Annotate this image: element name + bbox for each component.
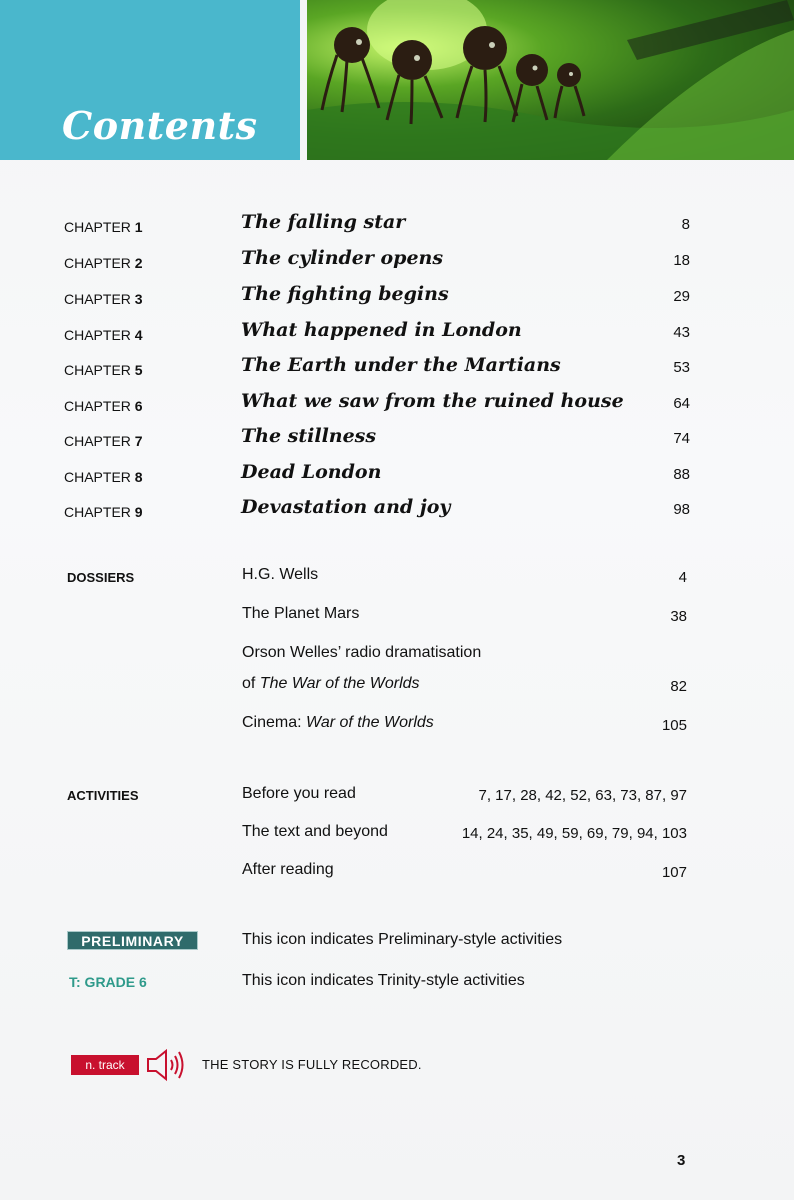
- chapter-label: CHAPTER 1: [64, 219, 143, 235]
- chapter-row[interactable]: [0, 319, 794, 349]
- preliminary-badge: PRELIMINARY: [67, 931, 198, 950]
- dossier-page: 82: [670, 678, 687, 695]
- activity-entry[interactable]: After reading: [242, 861, 334, 878]
- dossier-entry[interactable]: H.G. Wells: [242, 566, 319, 583]
- work-title: War of the Worlds: [306, 714, 434, 731]
- chapter-page: 64: [673, 395, 690, 412]
- chapter-title: The cylinder opens: [241, 247, 444, 269]
- chapter-title: Devastation and joy: [241, 496, 451, 518]
- chapter-title: The stillness: [241, 425, 377, 447]
- chapter-row[interactable]: [0, 496, 794, 526]
- speaker-icon: [145, 1047, 187, 1083]
- dossier-page: 4: [678, 569, 687, 586]
- chapter-title: Dead London: [241, 461, 382, 483]
- dossier-entry-line2[interactable]: of The War of the Worlds: [242, 675, 420, 692]
- chapter-row[interactable]: [0, 283, 794, 313]
- chapter-row[interactable]: [0, 425, 794, 455]
- activity-pages: 14, 24, 35, 49, 59, 69, 79, 94, 103: [461, 825, 687, 842]
- chapter-row[interactable]: [0, 461, 794, 491]
- chapter-page: 18: [673, 252, 690, 269]
- chapter-label: CHAPTER 5: [64, 362, 143, 378]
- chapter-page: 8: [681, 216, 690, 233]
- dossier-page: 38: [670, 608, 687, 625]
- dossier-entry-line1[interactable]: Orson Welles’ radio dramatisation: [242, 644, 482, 661]
- chapter-title: The fighting begins: [241, 283, 449, 305]
- chapter-label: CHAPTER 7: [64, 433, 143, 449]
- chapter-title: What we saw from the ruined house: [241, 390, 624, 412]
- chapter-row[interactable]: [0, 211, 794, 241]
- activity-entry[interactable]: The text and beyond: [242, 823, 388, 840]
- work-title: The War of the Worlds: [259, 675, 420, 692]
- dossier-page: 105: [661, 717, 687, 734]
- activities-heading: ACTIVITIES: [67, 788, 139, 803]
- header-illustration: [307, 0, 794, 160]
- track-badge: n. track: [71, 1055, 139, 1075]
- chapter-page: 29: [673, 288, 690, 305]
- chapter-row[interactable]: [0, 247, 794, 277]
- trinity-description: This icon indicates Trinity-style activities: [242, 972, 525, 989]
- chapter-label: CHAPTER 4: [64, 327, 143, 343]
- chapter-label: CHAPTER 9: [64, 504, 143, 520]
- page-title: Contents: [62, 103, 258, 148]
- chapter-page: 88: [673, 466, 690, 483]
- trinity-grade-badge: T: GRADE 6: [69, 974, 147, 990]
- chapter-row[interactable]: [0, 390, 794, 420]
- chapter-page: 43: [673, 324, 690, 341]
- chapter-label: CHAPTER 3: [64, 291, 143, 307]
- dossier-entry[interactable]: Cinema: War of the Worlds: [242, 714, 434, 731]
- chapter-title: The falling star: [241, 211, 406, 233]
- chapter-title: What happened in London: [241, 319, 522, 341]
- recording-note: THE STORY IS FULLY RECORDED.: [202, 1057, 422, 1072]
- chapter-title: The Earth under the Martians: [241, 354, 561, 376]
- chapter-page: 74: [673, 430, 690, 447]
- activity-pages: 107: [661, 864, 687, 881]
- dossiers-heading: DOSSIERS: [67, 570, 135, 585]
- chapter-page: 98: [673, 501, 690, 518]
- chapter-label: CHAPTER 8: [64, 469, 143, 485]
- page-number: 3: [677, 1152, 686, 1169]
- chapter-page: 53: [673, 359, 690, 376]
- dossier-entry[interactable]: The Planet Mars: [242, 605, 360, 622]
- activity-entry[interactable]: Before you read: [242, 785, 356, 802]
- activity-pages: 7, 17, 28, 42, 52, 63, 73, 87, 97: [478, 787, 687, 804]
- chapter-label: CHAPTER 2: [64, 255, 143, 271]
- chapter-row[interactable]: [0, 354, 794, 384]
- chapter-label: CHAPTER 6: [64, 398, 143, 414]
- preliminary-description: This icon indicates Preliminary-style activities: [242, 931, 563, 948]
